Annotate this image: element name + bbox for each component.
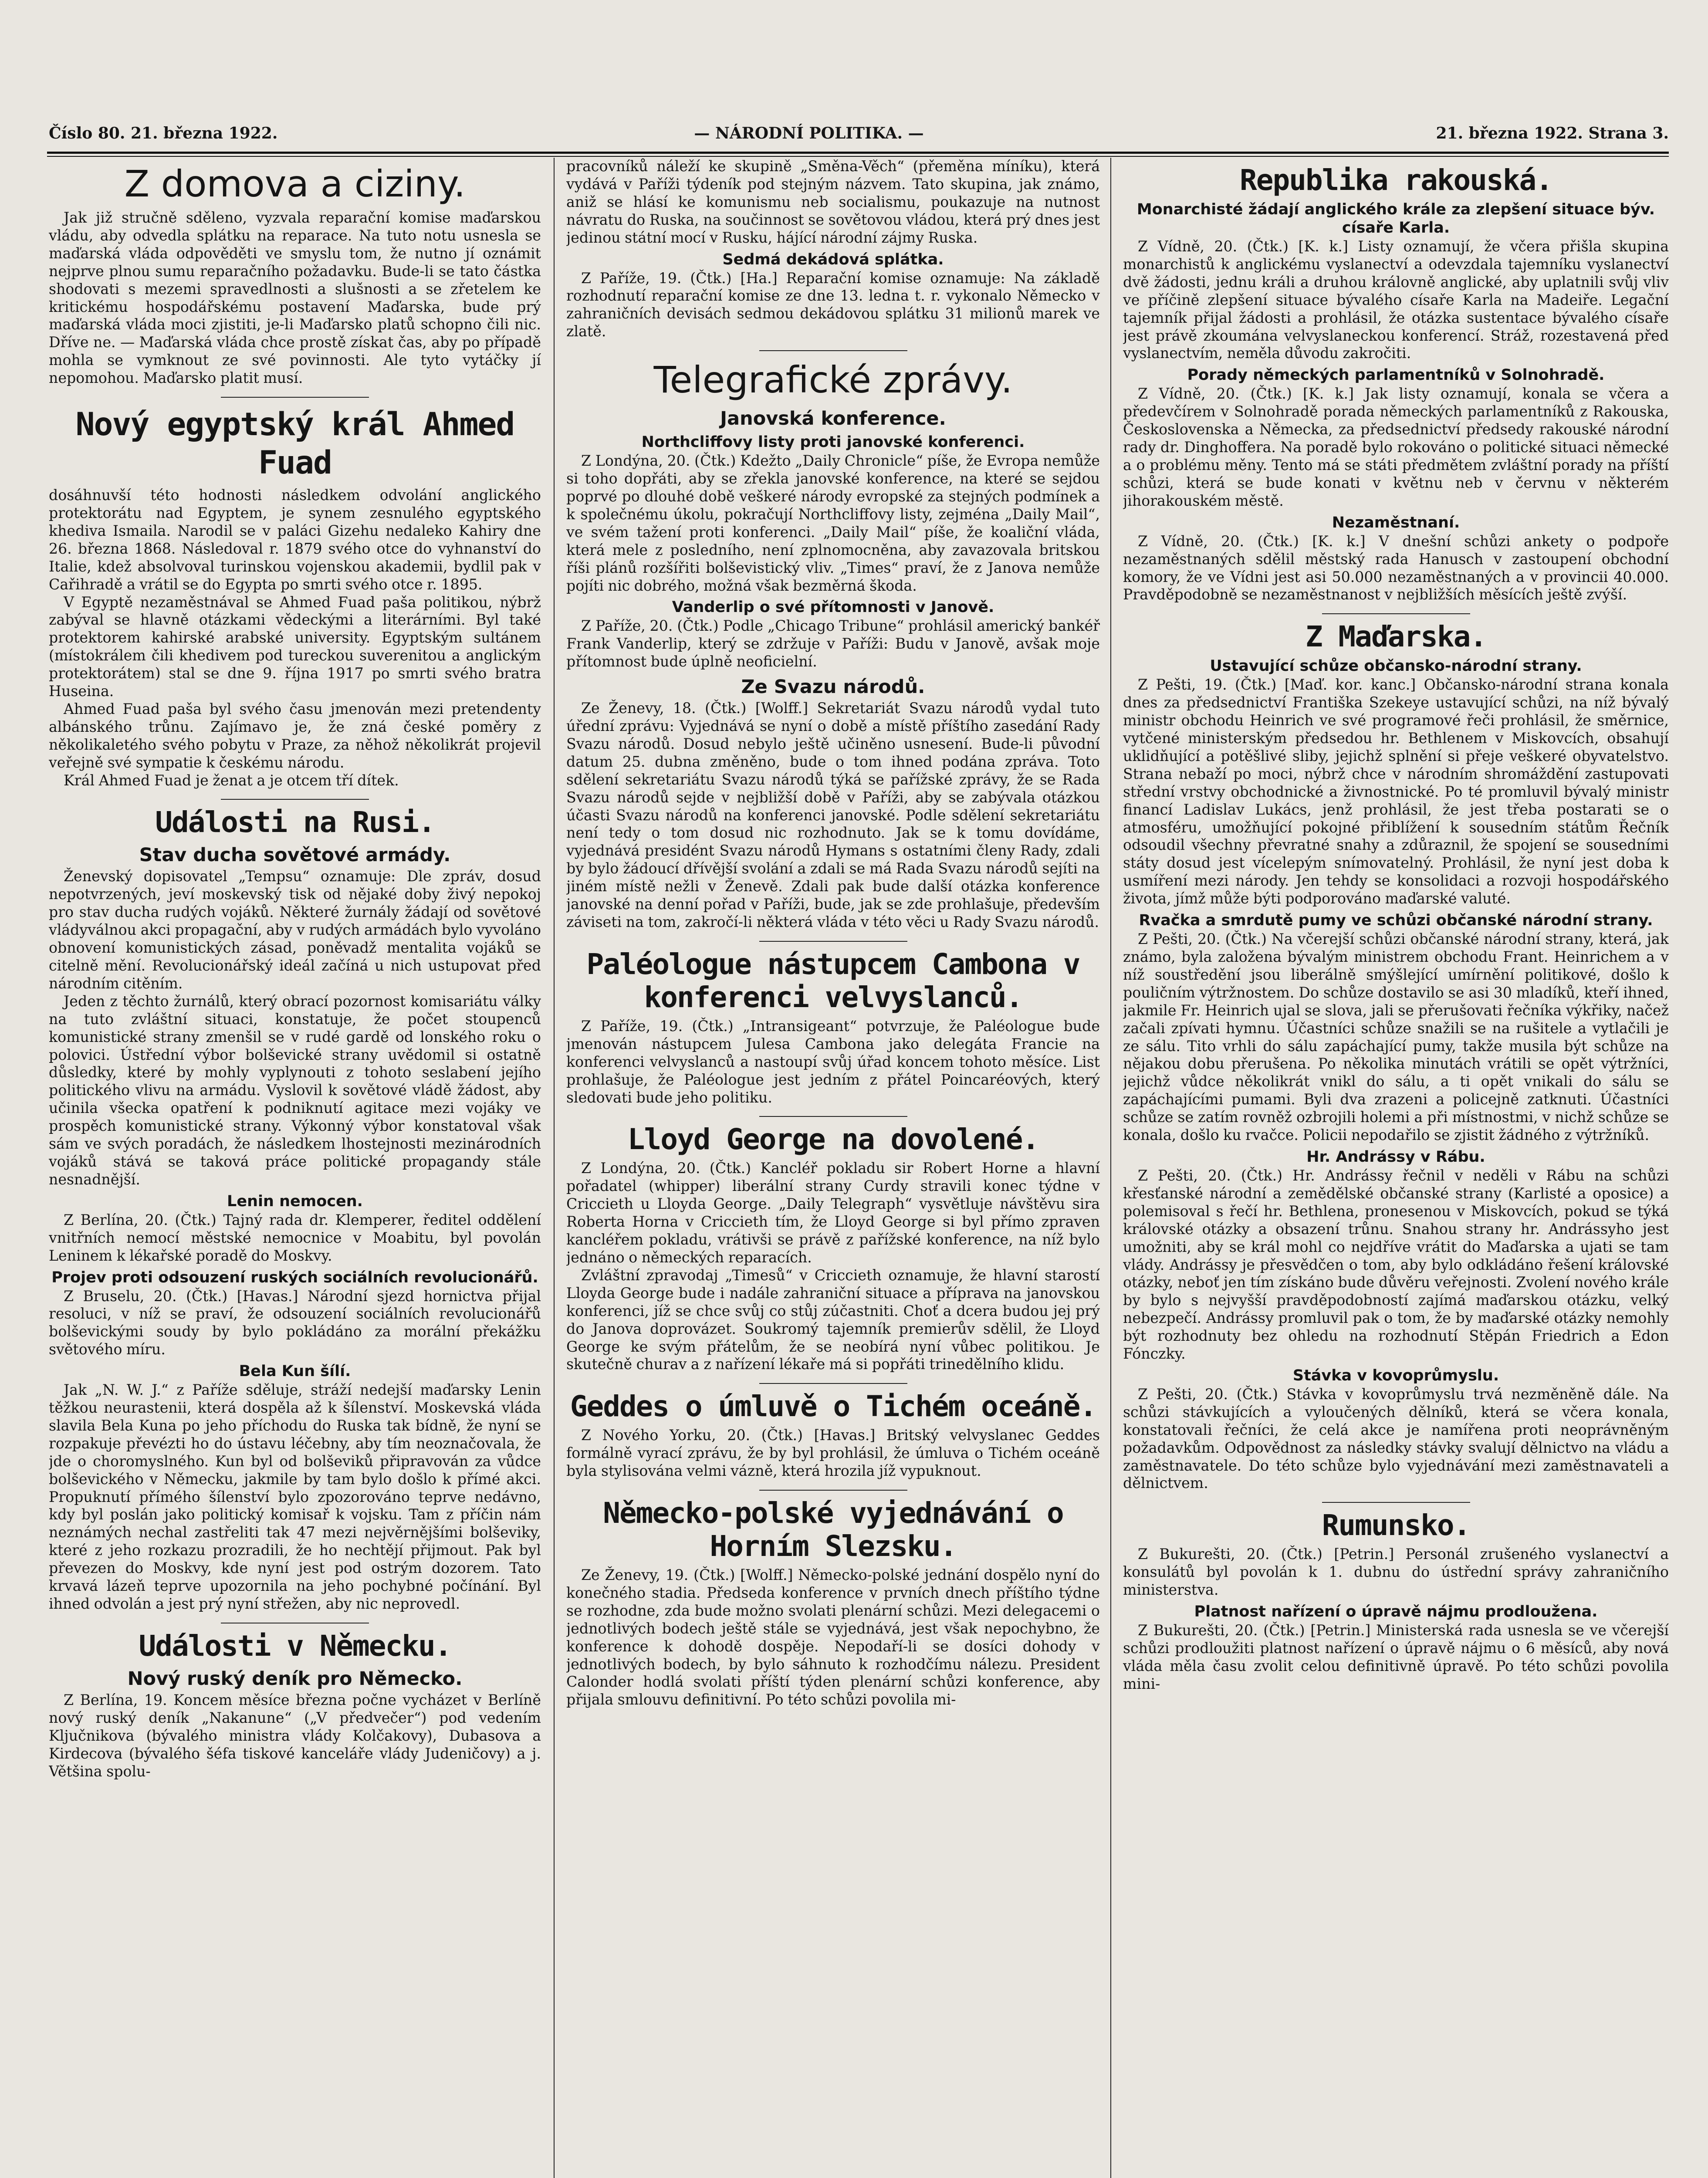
column-divider-2 xyxy=(1110,158,1111,2178)
header-rule-thin xyxy=(47,156,1669,157)
article-paragraph: Z Londýna, 20. (Čtk.) Kdežto „Daily Chronicle“ píše, že Evropa nemůže si toho dopřáti, aby se zřekla janovské konference, na které se sejdou poprvé po dlouhé době veškeré národy evropské za stejných podmínek a k společnému úkolu, pokračují Northcliffovy listy, zejména „Daily Mail“, ve svém tažení proti konferenci. „Daily Mail“ píše, že koaliční vláda, která mele z posledního, není zplnomocněna, aby zavazovala britskou říši plánů rozšířiti bolševistický vliv. „Times“ praví, že z Janova nemůže pojíti nic dobrého, možná však bezměrná škoda. xyxy=(566,452,1100,594)
column-2 xyxy=(566,158,1100,2178)
news-item-heading: Projev proti odsouzení ruských sociálních revolucionářů. xyxy=(51,1268,538,1286)
article-headline: Republika rakouská. xyxy=(1240,163,1552,197)
article-paragraph: Jeden z těchto žurnálů, který obrací pozornost komisariátu války na tuto zvláštní situaci, konstatuje, že počet stoupenců komunistické strany zmenšil se v rudé gardě od lonského roku o polovici. Ústřední výbor bolševické strany uvědomil si ostatně důsledky, které by mohly vyplynouti z tohoto seslabení jejího politického vlivu na armádu. Vyslovil k sovětové vládě žádost, aby učinila všecka opatření k podniknutí agitace mezi vojáky ve prospěch komunistické strany. Výkonný výbor konstatoval však sám ve svých poradách, že následkem lhostejnosti mezinárodních vojáků stává se taková práce politické propagandy stále nesnadnější. xyxy=(49,992,541,1188)
article-paragraph: Z Bruselu, 20. (Čtk.) [Havas.] Národní sjezd hornictva přijal resoluci, v níž se praví, že odsouzení sociálních revolucionářů bolševickými soudy by bylo pokládáno za morální překážku světového míru. xyxy=(49,1287,541,1358)
article-separator xyxy=(221,799,369,800)
article-paragraph: Zvláštní zpravodaj „Timesů“ v Criccieth oznamuje, že hlavní starostí Lloyda George bude i nadále zahraniční situace a příprava na janovskou konferenci, jíž se chce svůj co stůj zúčastniti. Choť a dcera budou jej prý do Janova doprovázet. Soukromý tajemník premierův sdělil, že Lloyd George ke svým přátelům, že se neobírá nyní vůbec politikou. Je skutečně churav a z nařízení lékaře má si popřáti trinedělního klidu. xyxy=(566,1266,1100,1373)
article-paragraph: Ze Ženevy, 19. (Čtk.) [Wolff.] Německo-polské jednání dospělo nyní do konečného stadia. Předseda konference v prvních dnech příštího týdne se rozhodne, zda bude možno svolati plenární schůzi. Mezi delegacemi o jednotlivých bodech ještě stále se vyjednává, jest však nepochybno, že konference k dohodě dospěje. Nepodaří-li se dosíci dohody v jednotlivých bodech, by bylo sáhnuto k rozhodčímu nálezu. President Calonder hodlá svolati příští týden plenární schůzi konference, aby přijala smlouvu definitivní. Po této schůzi povolila mi- xyxy=(566,1566,1100,1708)
article-paragraph: Z Paříže, 19. (Čtk.) [Ha.] Reparační komise oznamuje: Na základě rozhodnutí reparační komise ze dne 13. ledna t. r. vykonalo Německo v zahraničních devisách sedmou dekádovou splátku 31 milionů marek ve zlatě. xyxy=(566,269,1100,340)
article-paragraph: Z Pešti, 20. (Čtk.) Stávka v kovoprůmyslu trvá nezměněně dále. Na schůzi stávkujících a vyloučených dělníků, která se včera konala, konstatovali řečníci, že celá akce je namířena proti neoprávněným požadavkům. Odpovědnost za následky stávky svalují dělnictvo na vládu a zaměstnavatele. Do této schůze bylo vyjednávání mezi zaměstnavateli a dělnictvem. xyxy=(1123,1385,1669,1492)
news-item-heading: Ustavující schůze občansko-národní strany. xyxy=(1210,657,1582,675)
article-separator xyxy=(1322,613,1470,614)
article-paragraph: Z Paříže, 20. (Čtk.) Podle „Chicago Tribune“ prohlásil americký bankéř Frank Vanderlip, který se zdržuje v Paříži: Budu v Janově, avšak moje přítomnost bude úplně neoficielní. xyxy=(566,617,1100,670)
news-item-heading: Hr. Andrássy v Rábu. xyxy=(1306,1148,1485,1166)
article-separator xyxy=(759,1383,907,1384)
article-paragraph: dosáhnuvší této hodnosti následkem odvolání anglického protektorátu nad Egyptem, je synem zesnulého egyptského khediva Ismaila. Narodil se v paláci Gizehu nedaleko Kahiry dne 26. března 1868. Následoval r. 1879 svého otce do vyhnanství do Italie, kdež absolvoval turinskou vojenskou akademii, bydlil pak v Cařihradě a vrátil se do Egypta po smrti svého otce r. 1895. xyxy=(49,487,541,593)
article-paragraph: Z Pešti, 20. (Čtk.) Na včerejší schůzi občanské národní strany, která, jak známo, byla založena bývalým ministrem obchodu Frant. Heinrichem a v níž soustředění jsou liberálně smýšlející umírnění politikové, došlo k pouličním výtržnostem. Do schůze dostavilo se asi 30 mladíků, kteří ihned, jakmile Fr. Heinrich ujal se slova, jali se přerušovati řečníka výkřiky, načež začali zpívati hymnu. Účastníci schůze snažili se na rušitele a vytlačili je ze sálu. Tito vrhli do sálu zapáchající pumy, takže musila být schůze na nějakou dobu přerušena. Po několika minutách vrátili se opět výtržníci, jejichž vůdce několikrát vnikl do sálu, a ti opět vnikali do sálu se zapáchajícími pumami. Byli dva zrazeni a policejně zatknuti. Účastníci schůze se zatím rovněž ozbrojili holemi a při místnostmi, v nichž schůze se konala, došlo ku rvačce. Policii nepodařilo se zjistit žádného z výtržníků. xyxy=(1123,930,1669,1144)
article-paragraph: Jak již stručně sděleno, vyzvala reparační komise maďarskou vládu, aby odvedla splátku na reparace. Na tuto notu usnesla se maďarská vláda odpověděti ve smyslu tom, že nutno jí oznámit nejprve plnou sumu reparačního požadavku. Bude-li se tato částka shodovati s mezemi spravedlnosti a slušnosti a se zřetelem ke kritickému hospodářskému postavení Maďarska, bude prý maďarská vláda moci zjistiti, je-li Maďarsko platů schopno čili nic. Dříve ne. — Maďarská vláda chce prostě získat čas, aby po případě mohla se vymknout ze své povinnosti. Ale tyto vytáčky jí nepomohou. Maďarsko platit musí. xyxy=(49,209,541,387)
article-paragraph: Ženevský dopisovatel „Tempsu“ oznamuje: Dle zpráv, dosud nepotvrzených, jeví moskevský tisk od nějaké doby živý nepokoj pro stav ducha rudých vojáků. Některé žurnály žádají od sovětové vládyválnou akci propagační, aby v rudých armádách bylo vyvoláno obnovení komunistických zásad, poněvadž mentalita vojáků se citelně mění. Revolucionářský ideál začíná u nich ustupovat před národním citěním. xyxy=(49,868,541,992)
article-headline: Německo-polské vyjednávání o Horním Slezsku. xyxy=(603,1496,1063,1563)
news-item-heading: Sedmá dekádová splátka. xyxy=(722,250,944,268)
article-paragraph: Z Vídně, 20. (Čtk.) [K. k.] V dnešní schůzi ankety o podpoře nezaměstnaných sdělil městský rada Hanusch v zastoupení obchodní komory, že ve Vídni jest asi 50.000 nezaměstnaných a v provincii 40.000. Pravděpodobně se nezaměstnanost v nejbližších měsících ještě zvýší. xyxy=(1123,532,1669,603)
article-paragraph: Z Paříže, 19. (Čtk.) „Intransigeant“ potvrzuje, že Paléologue bude jmenován nástupcem Julesa Cambona jako delegáta Francie na konferenci velvyslanců a nastoupí svůj úřad koncem tohoto měsíce. List prohlašuje, že Paléologue jest jedním z přátel Poincaréových, který sledovati bude jeho politiku. xyxy=(566,1017,1100,1106)
column-divider-1 xyxy=(554,158,555,2178)
article-paragraph: Král Ahmed Fuad je ženat a je otcem tří dítek. xyxy=(64,771,399,789)
news-item-heading: Nezaměstnaní. xyxy=(1332,514,1460,531)
article-paragraph: Z Vídně, 20. (Čtk.) [K. k.] Jak listy oznamují, konala se včera a předevčírem v Solnohradě porada německých parlamentníků z Rakouska, Československa a Německa, za předsednictví předsedy rakouské národní rady dr. Dinghoffera. Na poradě bylo rokováno o politické situaci německé a o problému měny. Tento má se státi předmětem zvláštní porady na příští schůzi, která se bude konati v květnu neb v červnu v některém jihorakouském městě. xyxy=(1123,385,1669,509)
article-separator xyxy=(759,941,907,942)
news-item-heading: Porady německých parlamentníků v Solnohradě. xyxy=(1187,366,1605,384)
article-paragraph: Z Nového Yorku, 20. (Čtk.) [Havas.] Britský velvyslanec Geddes formálně vyrací zprávu, že by byl prohlásil, že úmluva o Tichém oceáně byla stylisována velmi vázně, která hrozila jíž vypuknout. xyxy=(566,1427,1100,1480)
article-paragraph: Z Vídně, 20. (Čtk.) [K. k.] Listy oznamují, že včera přišla skupina monarchistů k anglickému vyslanectví a odevzdala tajemníku vyslanectví dvě žádosti, jednu králi a druhou královně anglické, aby uplatnili svůj vliv ve příčině zlepšení situace bývalého císaře Karla na Madeiře. Legační tajemník přijal žádosti a prohlásil, že otázka sustentace bývalého císaře jest právě zkoumána velvyslaneckou konferencí. Stráž, rozestavená před vyslanectvím, neměla důvodu zakročiti. xyxy=(1123,238,1669,362)
masthead: — NÁRODNÍ POLITIKA. — xyxy=(694,124,924,142)
news-item-heading: Stávka v kovoprůmyslu. xyxy=(1292,1366,1499,1384)
article-paragraph: Z Berlína, 19. Koncem měsíce března počne vycházet v Berlíně nový ruský deník „Nakanune“ („V předvečer“) pod vedením Ključnikova (bývalého ministra vlády Kolčakovy), Dubasova a Kirdecova (bývalého šéfa tiskové kanceláře vlády Judeničovy) a j. Většina spolu- xyxy=(49,1691,541,1780)
article-subheading: Stav ducha sovětové armády. xyxy=(139,844,451,866)
article-separator xyxy=(759,1490,907,1491)
header-rule xyxy=(47,152,1669,154)
news-item-heading: Northcliffovy listy proti janovské konferenci. xyxy=(641,433,1025,451)
article-headline: Geddes o úmluvě o Tichém oceáně. xyxy=(570,1390,1096,1424)
column-3 xyxy=(1123,158,1669,2178)
article-paragraph: Z Pešti, 19. (Čtk.) [Maď. kor. kanc.] Občansko-národní strana konala dnes za předsednictví Františka Szekeye ustavující schůzi, na níž bývalý ministr obchodu Heinrich ve své programové řeči prohlásil, že směrnice, vytčené ministerským předsedou hr. Bethlenem v Miskovcích, obsahují uklidňující a potěšlivé sliby, jejichž splnění si přeje veškeré obyvatelstvo. Strana nebaží po moci, nýbrž chce v národním shromáždění zastupovati střední vrstvy obchodnické a živnostnické. Po té promluvil bývalý ministr financí Ladislav Lukács, jenž prohlásil, že jest třeba postarati se o atmosféru, umožňující pokojné přiblížení k sousedním státům Řečník odsoudil všechny převratné snahy a zdůraznil, že spojení se sousedními státy dosud jest vícelepým snímovatelný. Prohlásil, že nyní jest doba k usmíření mezi národy. Jen tehdy se konsolidaci a rozvoji hospodářského života, jímž může býti podporováno maďarské valuté. xyxy=(1123,676,1669,907)
article-paragraph: Ze Ženevy, 18. (Čtk.) [Wolff.] Sekretariát Svazu národů vydal tuto úřední zprávu: Vyjednává se nyní o době a místě příštího zasedání Rady Svazu národů. Dosud nebylo ještě učiněno usnesení. Bude-li původní datum 25. dubna změněno, bude o tom ihned podána zpráva. Toto sdělení sekretariátu Svazu národů týká se pařížské zprávy, že se Rada Svazu národů sejde v nejbližší době v Paříži, aby se zabývala otázkou účasti Svazu národů na konferenci janovské. Podle sdělení sekretariátu není tedy o tom dosud nic rozhodnuto. Jak se k tomu dovídáme, vyjednává presidént Svazu národů Hymans s ostatními členy Rady, zdali by bylo žádoucí dřívější svolání a zdali se má Rada Svazu národů sejíti na jiném místě nežli v Ženevě. Zdali pak bude další otázka konference janovské na denní pořad v Paříži, bude, jak se zde prohlašuje, především záviseti na tom, zakročí-li některá vláda v této věci u Rady Svazu národů. xyxy=(566,700,1100,930)
article-subheading: Ze Svazu národů. xyxy=(741,676,925,698)
column-1 xyxy=(49,158,541,2178)
article-headline: Lloyd George na dovolené. xyxy=(627,1123,1039,1157)
article-paragraph: Ahmed Fuad paša byl svého času jmenován mezi pretendenty albánského trůnu. Zajímavo je, že zná české poměry z několikaletého svého pobytu v Praze, za něhož několikrát projevil veřejně své sympatie k českému národu. xyxy=(49,700,541,771)
article-separator xyxy=(759,350,907,351)
article-paragraph: pracovníků náleží ke skupině „Směna-Věch“ (přeměna míníku), která vydává v Paříži týdeník pod stejným názvem. Tato skupina, jak známo, aniž se hlásí ke komunismu neb socialismu, poukazuje na nutnost návratu do Ruska, na součinnost se sovětovou vládou, která prý dnes jest jedinou státní mocí v Rusku, hájící národní zájmy Ruska. xyxy=(566,158,1100,246)
article-headline: Paléologue nástupcem Cambona v konferenci velvyslanců. xyxy=(586,947,1080,1014)
section-heading: Z domova a ciziny. xyxy=(124,162,466,205)
article-separator xyxy=(221,397,369,398)
article-headline: Události na Rusi. xyxy=(155,805,435,839)
page-date-number: 21. března 1922. Strana 3. xyxy=(1436,124,1669,142)
news-item-heading: Rvačka a smrdutě pumy ve schůzi občanské národní strany. xyxy=(1139,912,1653,930)
article-paragraph: Z Bukurešti, 20. (Čtk.) [Petrin.] Ministerská rada usnesla se ve včerejší schůzi prodloužiti platnost nařízení o úpravě nájmu o 6 měsíců, aby nová vláda měla času zvolit celou definitivně úpravě. Po této schůzi povolila mini- xyxy=(1123,1622,1669,1692)
article-paragraph: Z Bukurešti, 20. (Čtk.) [Petrin.] Personál zrušeného vyslanectví a konsulátů byl povolán k 1. dubnu do ústřední správy zahraničního ministerstva. xyxy=(1123,1546,1669,1599)
issue-number-date: Číslo 80. 21. března 1922. xyxy=(49,124,278,142)
article-paragraph: V Egyptě nezaměstnával se Ahmed Fuad paša politikou, nýbrž zabýval se hlavně otázkami vědeckými a literárními. Byl také protektorem kahirské arabské university. Egyptským sultánem (místokrálem čili khedivem pod tureckou suverenitou a anglickým protektorátem) stal se dne 9. října 1917 po smrti svého bratra Huseina. xyxy=(49,593,541,700)
article-subheading: Janovská konference. xyxy=(720,408,946,430)
news-item-heading: Platnost nařízení o úpravě nájmu prodloužena. xyxy=(1194,1603,1598,1621)
article-headline: Události v Německu. xyxy=(139,1629,451,1663)
news-item-heading: Monarchisté žádají anglického krále za zlepšení situace býv. císaře Karla. xyxy=(1136,201,1655,237)
article-paragraph: Jak „N. W. J.“ z Paříže sděluje, stráží nedejší maďarsky Lenin těžkou neurastenii, která dospěla až k šílenství. Moskevská vláda slavila Bela Kuna po jeho příchodu do Ruska tak bídně, že nyní se rozpakuje převézti ho do ústavu léčebny, aby tím neoznačovala, že jde o choromyslného. Kun byl od bolševiků připravován za vůdce bolševického v Německu, jakmile by tam bylo došlo k přímé akci. Propuknutí přímého šílenství bylo zpozorováno teprve nedávno, kdy byl poslán jako politický komisař k vojsku. Tam z příčin nám neznámých nechal zastřeliti tak 47 mezi nejvěrnějšími bolševiky, které z jeho rozkazu prozradili, že ho nechtějí přijmout. Pak byl převezen do Moskvy, kde nyní jest pod ostrým dozorem. Tato krvavá lázeň teprve upozornila na jeho pochybné počínání. Byl ihned odvolán a jest prý nyní střežen, aby nic neprovedl. xyxy=(49,1381,541,1612)
article-separator xyxy=(759,1116,907,1117)
article-headline: Nový egyptský král Ahmed Fuad xyxy=(75,406,514,482)
section-heading: Telegrafické zprávy. xyxy=(653,358,1013,402)
article-paragraph: Z Berlína, 20. (Čtk.) Tajný rada dr. Klemperer, ředitel oddělení vnitřních nemocí městské nemocnice v Moabitu, byl povolán Leninem k lékařské poradě do Moskvy. xyxy=(49,1211,541,1264)
article-headline: Z Maďarska. xyxy=(1305,620,1487,654)
news-item-heading: Vanderlip o své přítomnosti v Janově. xyxy=(672,599,994,616)
article-headline: Rumunsko. xyxy=(1322,1508,1470,1542)
article-paragraph: Z Londýna, 20. (Čtk.) Kancléř pokladu sir Robert Horne a hlavní pořadatel (whipper) liberální strany Curdy stravili konec týdne v Criccieth u Lloyda George. „Daily Telegraph“ vysvětluje návštěvu sira Roberta Horna v Criccieth tím, že Lloyd George si byl přímo zpraven kancléřem pokladu, vrátivši se právě z pařížské konference, na níž bylo jednáno o německých reparacích. xyxy=(566,1160,1100,1266)
article-separator xyxy=(1322,1502,1470,1503)
article-paragraph: Z Pešti, 20. (Čtk.) Hr. Andrássy řečnil v neděli v Rábu na schůzi křesťanské národní a zemědělské občanské strany (Karlisté a oposice) a polemisoval s řečí hr. Bethlena, pronesenou v Miskovcích, pokud se týká královské otázky a obsazení trůnu. Snahou strany hr. Andrássyho jest umožniti, aby se král mohl co nejdříve vrátit do Maďarska a ujati se tam vlády. Andrássy je přesvědčen o tom, aby bylo odkládáno řešení královské otázky, neboť jen tím získáno bude důvěru veřejnosti. Zvolení nového krále by bylo s nejvyšší pravděpodobností zajímá maďarskou otázku, velký nebezpečí. Andrássy promluvil pak o tom, že by maďarské otázky nemohly být rozhodnuty bez ohledu na rozhodnutí Stěpán Friedrich a Edon Fónczky. xyxy=(1123,1167,1669,1363)
news-item-heading: Bela Kun šílí. xyxy=(239,1363,351,1380)
news-item-heading: Lenin nemocen. xyxy=(227,1192,363,1210)
article-subheading: Nový ruský deník pro Německo. xyxy=(127,1667,463,1690)
